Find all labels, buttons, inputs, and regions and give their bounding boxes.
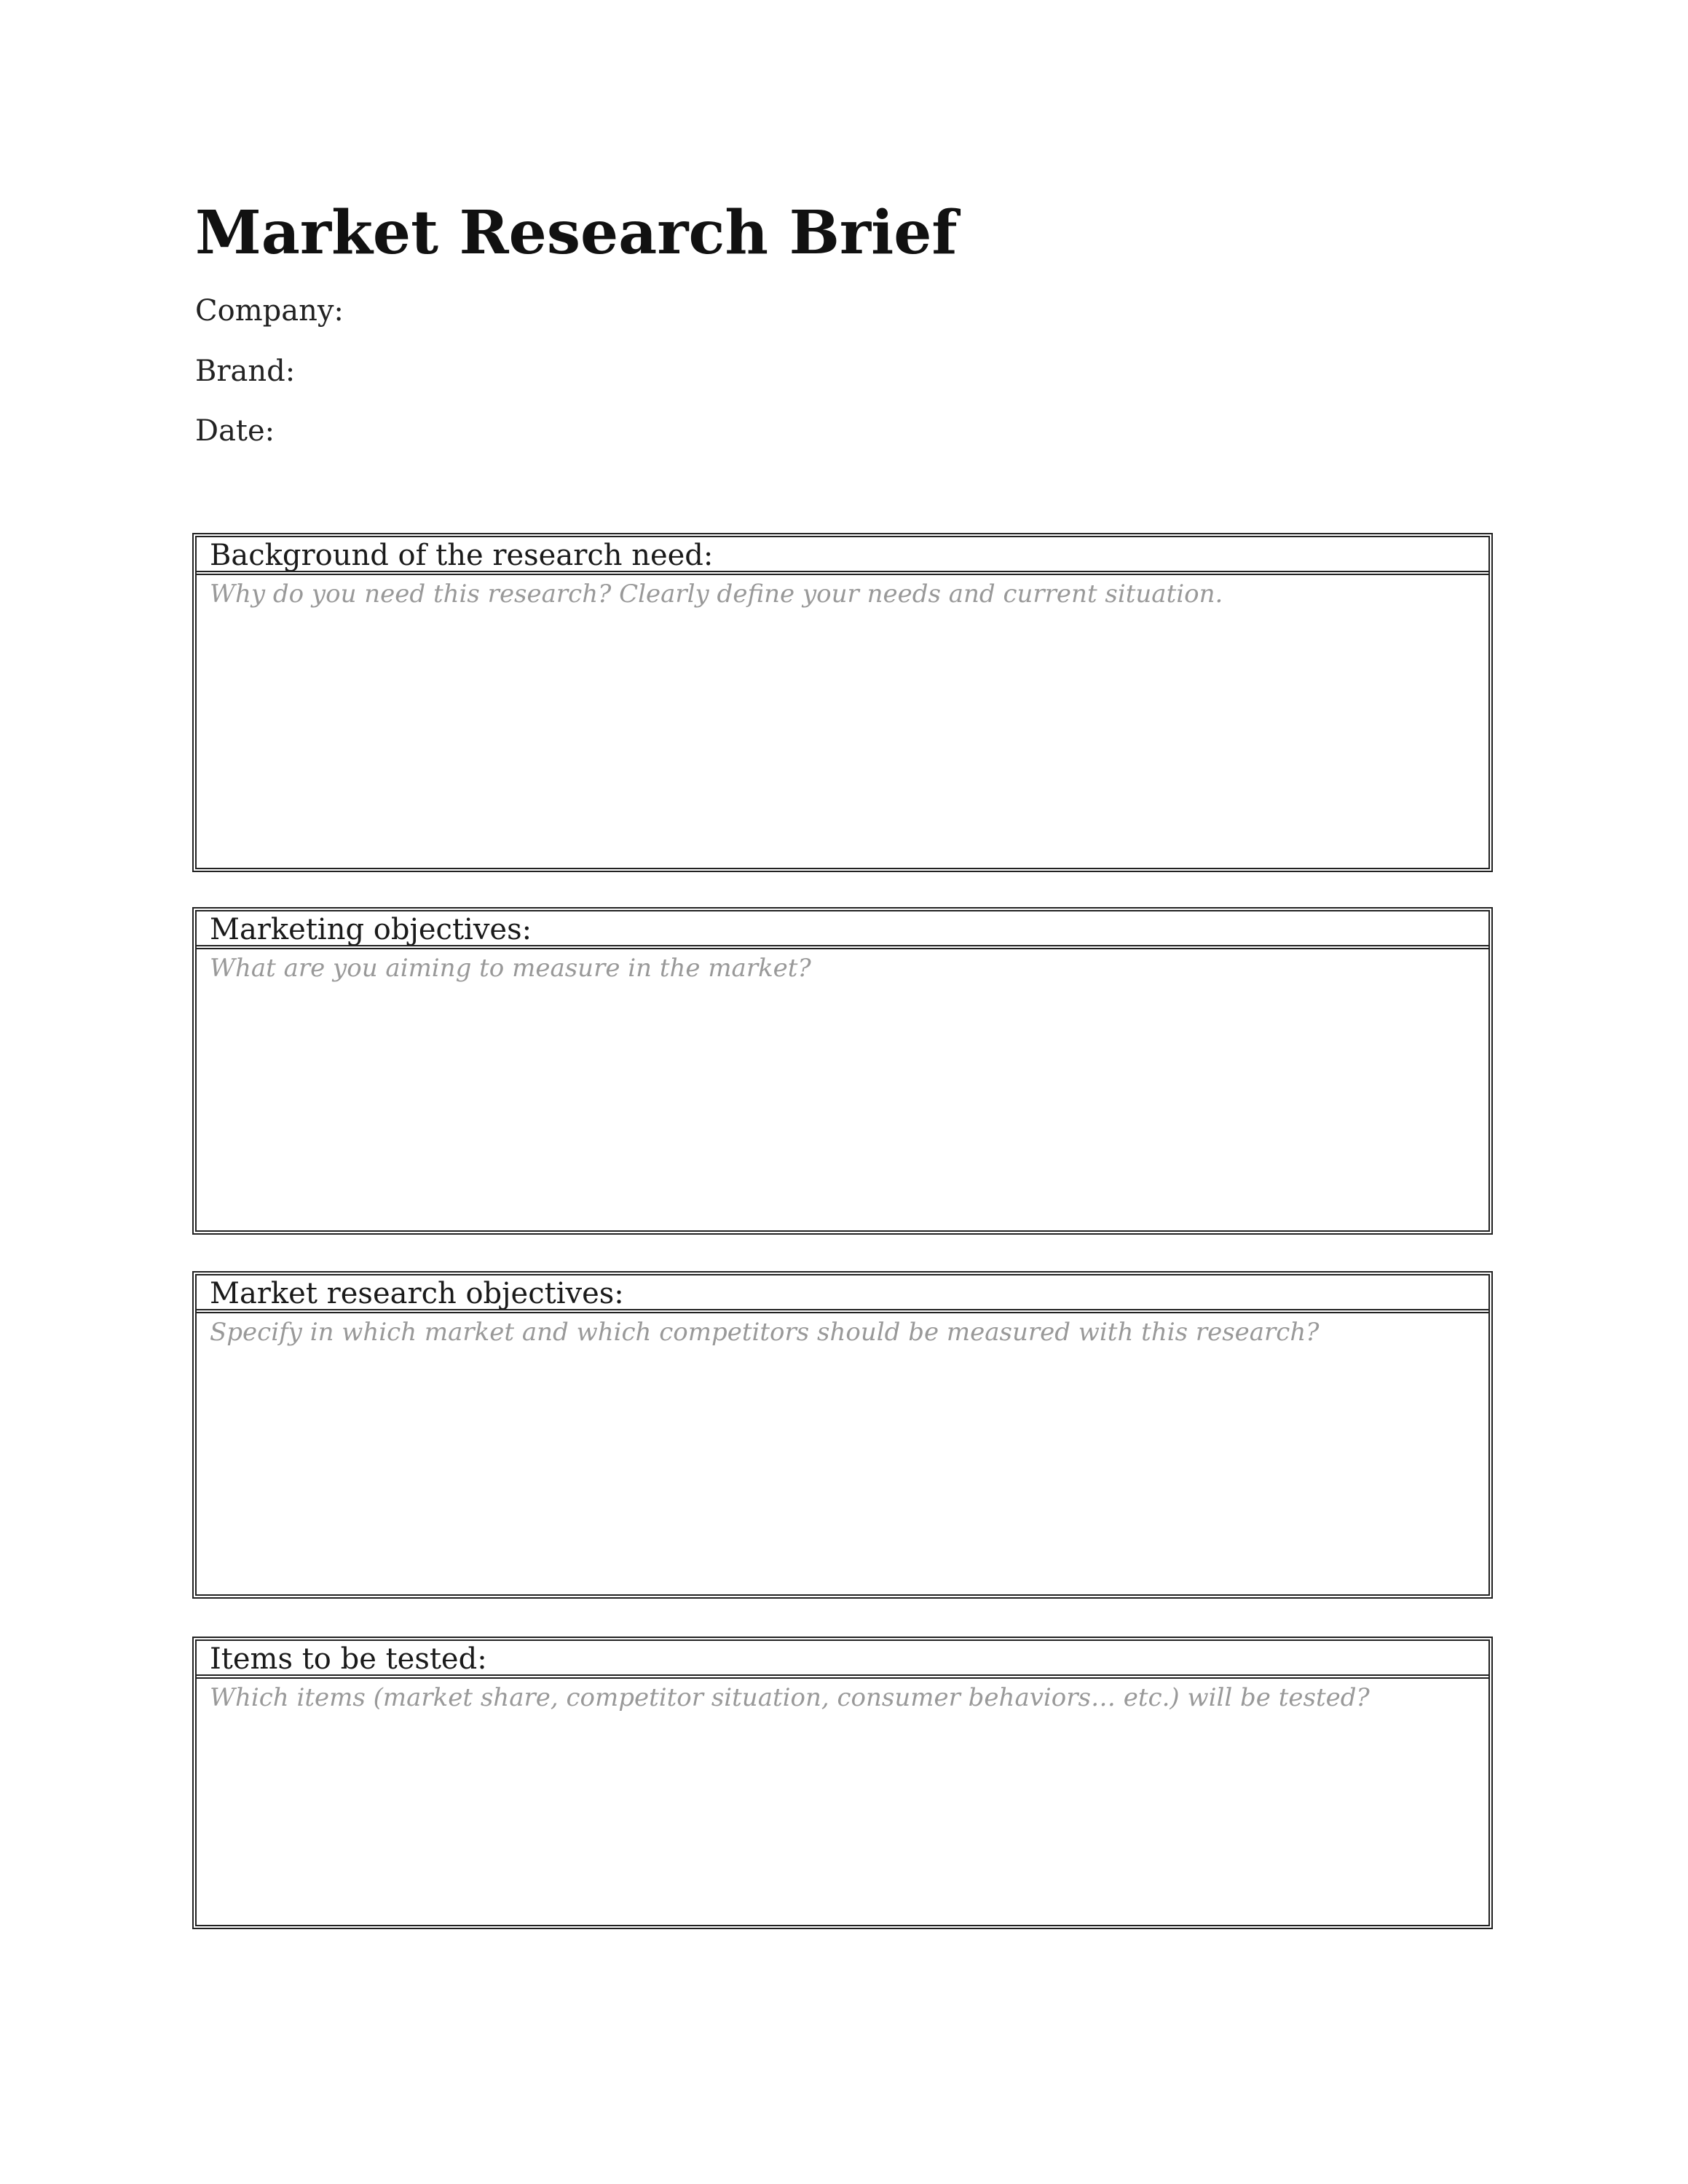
marketing-objectives-placeholder[interactable]: What are you aiming to measure in the market? bbox=[210, 954, 811, 983]
market-research-objectives-placeholder[interactable]: Specify in which market and which competitors should be measured with this research? bbox=[210, 1318, 1320, 1347]
background-section-body[interactable] bbox=[197, 575, 1488, 610]
items-to-be-tested-heading: Items to be tested: bbox=[197, 1641, 1488, 1679]
background-section-placeholder[interactable]: Why do you need this research? Clearly define your needs and current situation. bbox=[210, 579, 1223, 609]
background-section-heading: Background of the research need: bbox=[197, 537, 1488, 575]
company-field-label: Company: bbox=[195, 294, 344, 328]
brand-field-label: Brand: bbox=[195, 355, 296, 388]
items-to-be-tested-body[interactable] bbox=[197, 1679, 1488, 1714]
market-research-objectives-body[interactable] bbox=[197, 1313, 1488, 1348]
items-to-be-tested-section bbox=[192, 1637, 1493, 1929]
marketing-objectives-heading: Marketing objectives: bbox=[197, 911, 1488, 949]
market-research-objectives-section bbox=[192, 1271, 1493, 1599]
marketing-objectives-section bbox=[192, 907, 1493, 1235]
items-to-be-tested-placeholder[interactable]: Which items (market share, competitor situation, consumer behaviors… etc.) will be tested? bbox=[210, 1683, 1370, 1712]
date-field-label: Date: bbox=[195, 414, 275, 448]
page-title: Market Research Brief bbox=[195, 198, 958, 268]
background-section bbox=[192, 533, 1493, 872]
market-research-objectives-heading: Market research objectives: bbox=[197, 1275, 1488, 1313]
marketing-objectives-body[interactable] bbox=[197, 949, 1488, 984]
